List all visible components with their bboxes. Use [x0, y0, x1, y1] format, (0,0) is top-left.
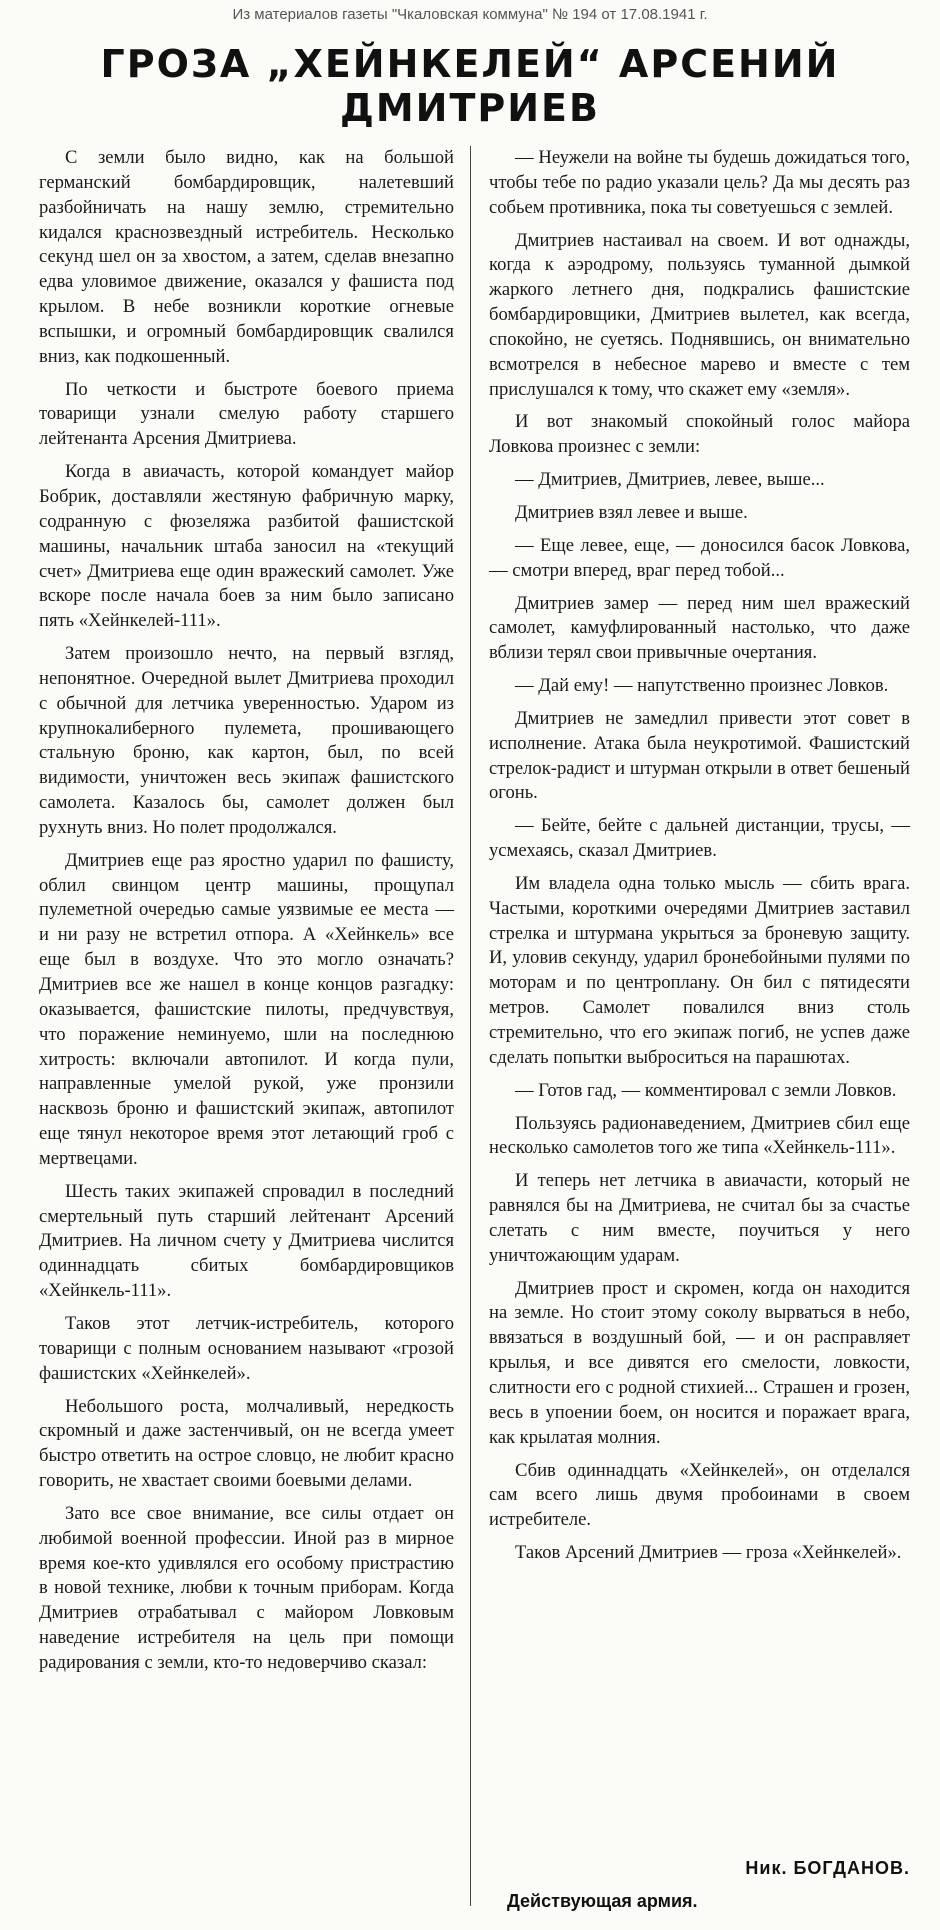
left-column — [39, 146, 454, 1684]
right-column — [489, 146, 910, 1574]
paragraph: Дмитриев еще раз яростно ударил по фашисту, облил свинцом центр машины, прощупал пулеметной очередью самые уязвимые ее места — и ни разу не встретил отпора. А «Хейнкель» все еще был в воздухе. Что это могло означать? Дмитриев все же нашел в конце концов разгадку: оказывается, фашистские пилоты, предчувствуя, что поражение неминуемо, шли на последнюю хитрость: включали автопилот. И когда пули, направленные умелой рукой, уже пронзили насквозь броню и фашистский экипаж, автопилот еще тянул некоторое время этот летающий гроб с мертвецами. — [39, 849, 454, 1169]
paragraph: — Бейте, бейте с дальней дистанции, трусы, — усмехаясь, сказал Дмитриев. — [489, 815, 910, 862]
paragraph: Дмитриев не замедлил привести этот совет в исполнение. Атака была неукротимой. Фашистский стрелок-радист и штурман открыли в ответ бешеный огонь. — [489, 707, 910, 804]
article-headline — [40, 42, 900, 130]
paragraph: Им владела одна только мысль — сбить врага. Частыми, короткими очередями Дмитриев заставил стрелка и штурмана укрыться за броневую защиту. И, уловив секунду, ударил бронебойными пулями по моторам и по центроплану. Он бил с пятидесяти метров. Самолет повалился вниз столь стремительно, что его экипаж погиб, не успев даже сделать попытки выброситься на парашютах. — [489, 872, 910, 1068]
paragraph: — Готов гад, — комментировал с земли Ловков. — [515, 1079, 897, 1101]
paragraph: — Неужели на войне ты будешь дожидаться того, чтобы тебе по радио указали цель? Да мы десять раз собьем противника, пока ты советуешься с землей. — [489, 147, 910, 218]
dateline: Действующая армия. — [507, 1891, 698, 1911]
paragraph: Дмитриев прост и скромен, когда он находится на земле. Но стоит этому соколу вырваться в небо, ввязаться в воздушный бой, — и он расправляет крылья, и все дивятся его смелости, ловкости, слитности его с родной стихией... Страшен и грозен, весь в упоении боем, он носится и поражает врага, как крылатая молния. — [489, 1277, 910, 1448]
paragraph: С земли было видно, как на большой германский бомбардировщик, налетевший разбойничать на нашу землю, стремительно кидался краснозвездный истребитель. Несколько секунд шел он за хвостом, а затем, сделав внезапно едва уловимое движение, оказался у фашиста под крылом. В небе возникли короткие огневые вспышки, и огромный бомбардировщик свалился вниз, как подкошенный. — [39, 147, 454, 367]
paragraph: Шесть таких экипажей спровадил в последний смертельный путь старший лейтенант Арсений Дмитриев. На личном счету у Дмитриева числится одиннадцать сбитых бомбардировщиков «Хейнкель-111». — [39, 1180, 454, 1302]
paragraph: Дмитриев настаивал на своем. И вот однажды, когда к аэродрому, пользуясь туманной дымкой жаркого летнего дня, подкрались фашистские бомбардировщики, Дмитриев вылетел, как всегда, спокойно, не суетясь. Поднявшись, он внимательно всмотрелся в небесное марево и вместе с тем прислушался к тому, что скажет ему «земля». — [489, 229, 910, 400]
paragraph: — Дай ему! — напутственно произнес Ловков. — [515, 675, 889, 697]
source-line: Из материалов газеты "Чкаловская коммуна" № 194 от 17.08.1941 г. — [232, 6, 708, 23]
signature-block — [489, 1858, 910, 1912]
column-divider — [470, 146, 471, 1906]
paragraph: По четкости и быстроте боевого приема товарищи узнали смелую работу старшего лейтенанта Арсения Дмитриева. — [39, 378, 454, 450]
author-signature: Ник. БОГДАНОВ. — [745, 1858, 910, 1878]
paragraph: — Дмитриев, Дмитриев, левее, выше... — [515, 469, 825, 491]
paragraph: Затем произошло нечто, на первый взгляд, непонятное. Очередной вылет Дмитриева проходил с обычной для летчика уверенностью. Ударом из крупнокалиберного пулемета, прошивающего стальную броню, как картон, был, по всей видимости, уничтожен весь экипаж фашистского самолета. Казалось бы, самолет должен был рухнуть вниз. Но полет продолжался. — [39, 643, 454, 838]
paragraph: Зато все свое внимание, все силы отдает он любимой военной профессии. Иной раз в мирное время кое-кто удивлялся его особому пристрастию в новой технике, любви к точным приборам. Когда Дмитриев отрабатывал с майором Ловковым наведение истребителя на цель при помощи радирования с земли, кто-то недоверчиво сказал: — [39, 1502, 454, 1673]
paragraph: Когда в авиачасть, которой командует майор Бобрик, доставляли жестяную фабричную марку, содранную с фюзеляжа разбитой фашистской машины, начальник штаба заносил на «текущий счет» Дмитриева еще один вражеский самолет. Уже вскоре после начала боев за ним было записано пять «Хейнкелей-111». — [39, 461, 454, 632]
paragraph: — Еще левее, еще, — доносился басок Ловкова, — смотри вперед, враг перед тобой... — [489, 534, 910, 581]
paragraph: Таков этот летчик-истребитель, которого товарищи с полным основанием называют «грозой фашистских «Хейнкелей». — [39, 1312, 454, 1384]
headline-line-2: ДМИТРИЕВ — [340, 86, 600, 130]
headline-line-1: ГРОЗА „ХЕЙНКЕЛЕЙ“ АРСЕНИЙ — [100, 42, 840, 86]
paragraph: И теперь нет летчика в авиачасти, который не равнялся бы на Дмитриева, не считал бы за счастье слетать с ним вместе, поучиться у него уничтожающим ударам. — [489, 1170, 910, 1266]
paragraph: Небольшого роста, молчаливый, нередкость скромный и даже застенчивый, он не всегда умеет быстро ответить на острое словцо, не любит красно говорить, не хвастает своими боевыми делами. — [39, 1395, 454, 1492]
paragraph: Пользуясь радионаведением, Дмитриев сбил еще несколько самолетов того же типа «Хейнкель-111». — [489, 1112, 910, 1159]
paragraph: Дмитриев замер — перед ним шел вражеский самолет, камуфлированный настолько, что даже вблизи терял свои привычные очертания. — [489, 592, 910, 664]
paragraph: Дмитриев взял левее и выше. — [515, 501, 748, 523]
paragraph: И вот знакомый спокойный голос майора Ловкова произнес с земли: — [489, 411, 910, 458]
paragraph: Таков Арсений Дмитриев — гроза «Хейнкелей». — [515, 1542, 902, 1564]
paragraph: Сбив одиннадцать «Хейнкелей», он отделался сам всего лишь двумя пробоинами в своем истребителе. — [489, 1459, 910, 1531]
